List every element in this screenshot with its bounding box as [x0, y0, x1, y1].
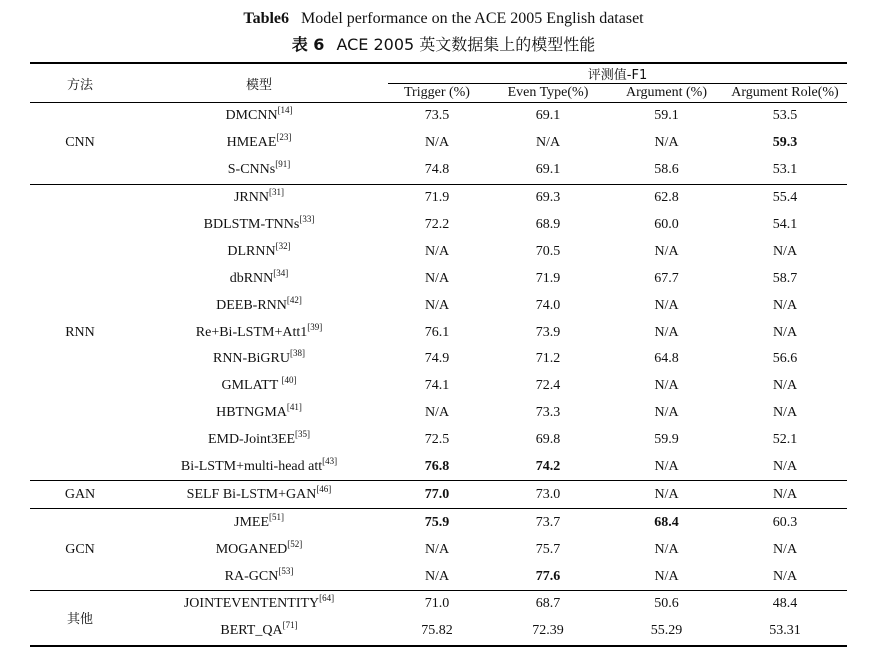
event-type-value: 73.3 — [535, 405, 561, 421]
citation-ref: [32] — [275, 240, 291, 251]
model-cell — [130, 591, 388, 618]
citation-ref: [43] — [322, 456, 338, 467]
model-cell — [130, 563, 388, 590]
argument-value: N/A — [654, 324, 679, 340]
event-type-value: 69.1 — [535, 108, 561, 124]
trigger-value: 71.9 — [424, 190, 450, 206]
model-cell — [130, 184, 388, 211]
trigger-value: 72.2 — [424, 217, 450, 232]
trigger-value: 74.9 — [424, 351, 450, 367]
trigger-value: 76.8 — [388, 454, 486, 481]
citation-ref: [39] — [307, 321, 323, 332]
table-row — [30, 481, 847, 509]
method-cell: GAN — [30, 481, 130, 509]
trigger-value: 74.1 — [424, 378, 450, 394]
event-type-value: 70.5 — [535, 243, 561, 259]
table-label-chinese: 表 6 — [291, 35, 325, 54]
table-caption-chinese — [0, 35, 887, 55]
table-row — [30, 103, 847, 130]
argument-role-value: N/A — [723, 454, 847, 481]
model-name: HMEAE — [226, 135, 277, 151]
trigger-value: N/A — [424, 297, 450, 313]
table-title-chinese: ACE 2005 英文数据集上的模型性能 — [336, 35, 596, 54]
model-cell — [130, 400, 388, 427]
event-type-value: 75.7 — [535, 541, 561, 557]
event-type-value: 69.3 — [535, 190, 561, 206]
argument-value: N/A — [654, 405, 679, 421]
method-cell: RNN — [30, 184, 130, 481]
model-name: S-CNNs — [227, 162, 276, 178]
argument-value: 67.7 — [654, 270, 679, 286]
argument-value: N/A — [654, 243, 679, 259]
argument-role-value: 58.7 — [772, 270, 798, 286]
argument-value: 64.8 — [654, 351, 679, 367]
argument-value: 62.8 — [654, 190, 679, 206]
header-argument-role: Argument Role(%) — [723, 84, 847, 103]
citation-ref: [91] — [275, 159, 291, 170]
citation-ref: [14] — [277, 105, 293, 116]
model-name: Re+Bi-LSTM+Att1 — [195, 324, 308, 340]
method-cell: GCN — [30, 509, 130, 591]
event-type-value: 68.9 — [535, 217, 561, 232]
trigger-value: N/A — [424, 135, 450, 151]
model-cell — [130, 265, 388, 292]
argument-role-value: 56.6 — [772, 351, 798, 367]
model-name: SELF Bi-LSTM+GAN — [186, 486, 317, 502]
table-row — [30, 130, 847, 157]
model-cell — [130, 509, 388, 536]
model-name: DEEB-RNN — [216, 297, 287, 313]
argument-role-value: N/A — [723, 481, 847, 509]
argument-role-value: 59.3 — [772, 135, 798, 151]
model-cell — [130, 454, 388, 481]
model-name: DMCNN — [225, 108, 278, 124]
event-type-value: 74.2 — [486, 454, 610, 481]
method-cell: CNN — [30, 103, 130, 185]
event-type-value: 68.7 — [535, 596, 561, 612]
citation-ref: [42] — [286, 294, 302, 305]
trigger-value: 77.0 — [388, 481, 486, 509]
trigger-value: 74.8 — [388, 157, 486, 184]
model-name: JRNN — [233, 190, 269, 206]
argument-role-value: 54.1 — [772, 217, 798, 232]
citation-ref: [38] — [290, 348, 305, 359]
model-cell — [130, 427, 388, 454]
model-cell — [130, 481, 388, 509]
model-name: HBTNGMA — [216, 405, 287, 421]
model-name: EMD-Joint3EE — [207, 432, 296, 448]
model-cell — [130, 346, 388, 373]
table-row — [30, 509, 847, 536]
citation-ref: [53] — [278, 565, 294, 576]
event-type-value: 73.0 — [486, 481, 610, 509]
citation-ref: [51] — [269, 511, 284, 522]
model-cell — [130, 373, 388, 400]
argument-value: 68.4 — [654, 514, 679, 530]
event-type-value: 69.8 — [535, 432, 561, 448]
argument-value: N/A — [654, 378, 679, 394]
model-cell — [130, 157, 388, 184]
table-row — [30, 536, 847, 563]
event-type-value: 72.39 — [486, 618, 610, 646]
trigger-value: 76.1 — [424, 324, 450, 340]
event-type-value: 74.0 — [535, 297, 561, 313]
model-cell — [130, 618, 388, 646]
model-cell — [130, 536, 388, 563]
model-name: BERT_QA — [220, 623, 283, 639]
argument-value: N/A — [610, 454, 723, 481]
table-row — [30, 400, 847, 427]
table-row — [30, 563, 847, 590]
header-argument: Argument (%) — [610, 84, 723, 103]
header-model: 模型 — [130, 63, 388, 103]
model-name: JOINTEVENTENTITY — [183, 596, 320, 612]
argument-value: 50.6 — [654, 596, 679, 612]
table-label-english: Table6 — [243, 10, 290, 27]
argument-value: 59.1 — [654, 108, 679, 124]
table-caption-english — [0, 9, 887, 29]
argument-value: 59.9 — [654, 432, 679, 448]
citation-ref: [41] — [286, 402, 302, 413]
argument-role-value: 53.1 — [723, 157, 847, 184]
table-row — [30, 184, 847, 211]
trigger-value: 71.0 — [424, 596, 450, 612]
argument-role-value: N/A — [772, 297, 798, 313]
argument-value: 60.0 — [654, 217, 679, 232]
method-cell: 其他 — [30, 591, 130, 646]
citation-ref: [31] — [269, 187, 284, 198]
table-row — [30, 591, 847, 618]
model-name: MOGANED — [215, 541, 288, 557]
argument-role-value: 60.3 — [772, 514, 798, 530]
table-row — [30, 292, 847, 319]
model-name: DLRNN — [227, 243, 276, 259]
model-cell — [130, 103, 388, 130]
table-row — [30, 319, 847, 346]
table-row — [30, 618, 847, 646]
header-method: 方法 — [30, 63, 130, 103]
table-row — [30, 238, 847, 265]
trigger-value: 72.5 — [424, 432, 450, 448]
event-type-value: 73.7 — [535, 514, 561, 530]
header-event-type: Even Type(%) — [486, 84, 610, 103]
citation-ref: [34] — [273, 267, 289, 278]
argument-value: 58.6 — [610, 157, 723, 184]
citation-ref: [35] — [295, 429, 311, 440]
argument-value: N/A — [654, 135, 679, 151]
argument-role-value: N/A — [772, 324, 798, 340]
model-name: JMEE — [234, 514, 269, 530]
citation-ref: [40] — [281, 375, 297, 386]
table-row — [30, 427, 847, 454]
event-type-value: N/A — [535, 135, 561, 151]
event-type-value: 71.9 — [535, 270, 561, 286]
trigger-value: 73.5 — [424, 108, 450, 124]
model-cell — [130, 319, 388, 346]
argument-role-value: 53.5 — [772, 108, 798, 124]
table-row — [30, 157, 847, 184]
model-cell — [130, 238, 388, 265]
table-row — [30, 454, 847, 481]
citation-ref: [71] — [282, 620, 298, 631]
trigger-value: N/A — [424, 405, 450, 421]
citation-ref: [33] — [299, 214, 315, 224]
trigger-value: N/A — [388, 563, 486, 590]
event-type-value: 73.9 — [535, 324, 561, 340]
argument-role-value: N/A — [772, 405, 798, 421]
argument-value: N/A — [654, 541, 679, 557]
trigger-value: N/A — [424, 270, 450, 286]
argument-role-value: N/A — [772, 378, 798, 394]
argument-role-value: 52.1 — [772, 432, 798, 448]
table-body — [30, 103, 847, 646]
argument-role-value: N/A — [772, 541, 798, 557]
argument-value: N/A — [610, 481, 723, 509]
argument-role-value: 53.31 — [723, 618, 847, 646]
table-row — [30, 346, 847, 373]
citation-ref: [64] — [319, 593, 335, 604]
model-name: RNN-BiGRU — [212, 351, 290, 367]
argument-role-value: N/A — [772, 243, 798, 259]
argument-value: N/A — [610, 563, 723, 590]
argument-value: N/A — [654, 297, 679, 313]
table-row — [30, 212, 847, 239]
event-type-value: 71.2 — [535, 351, 561, 367]
table-row — [30, 265, 847, 292]
header-metric-group: 评测值-F1 — [388, 63, 847, 84]
citation-ref: [23] — [276, 132, 292, 143]
results-table — [30, 62, 847, 647]
model-cell — [130, 130, 388, 157]
model-name: BDLSTM-TNNs — [203, 217, 300, 232]
model-name: GMLATT — [221, 378, 282, 394]
argument-role-value: 48.4 — [772, 596, 798, 612]
model-name: dbRNN — [229, 270, 274, 286]
header-trigger: Trigger (%) — [388, 84, 486, 103]
event-type-value: 72.4 — [535, 378, 561, 394]
argument-role-value: N/A — [723, 563, 847, 590]
citation-ref: [52] — [287, 538, 303, 549]
model-name: RA-GCN — [224, 568, 279, 584]
citation-ref: [46] — [316, 483, 332, 494]
argument-role-value: 55.4 — [772, 190, 798, 206]
trigger-value: N/A — [424, 243, 450, 259]
event-type-value: 69.1 — [486, 157, 610, 184]
model-name: Bi-LSTM+multi-head att — [180, 459, 323, 475]
trigger-value: 75.82 — [388, 618, 486, 646]
trigger-value: N/A — [424, 541, 450, 557]
table-row — [30, 373, 847, 400]
table-title-english: Model performance on the ACE 2005 English dataset — [301, 10, 644, 27]
argument-value: 55.29 — [610, 618, 723, 646]
table-header — [30, 63, 847, 103]
model-cell — [130, 212, 388, 239]
event-type-value: 77.6 — [486, 563, 610, 590]
model-cell — [130, 292, 388, 319]
trigger-value: 75.9 — [424, 514, 450, 530]
